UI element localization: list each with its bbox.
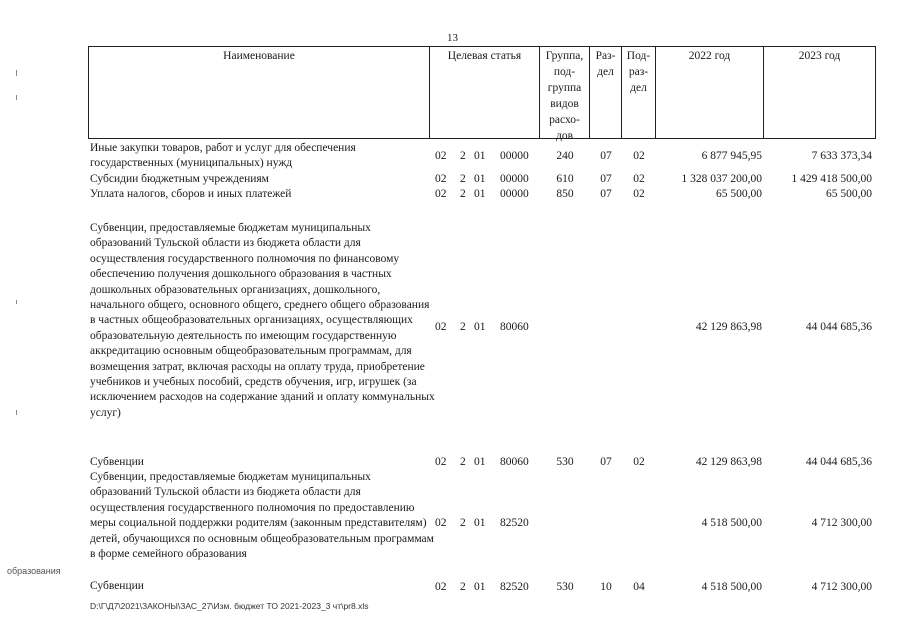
- row-amount-2023: 44 044 685,36: [805, 456, 872, 468]
- row-target-program: 02: [435, 188, 447, 200]
- row-subsection: 02: [633, 173, 645, 185]
- row-target-direction: 00000: [500, 173, 529, 185]
- row-target-event: 01: [474, 150, 486, 162]
- row-amount-2023: 65 500,00: [826, 188, 872, 200]
- header-subsection-line: Под-: [626, 50, 651, 62]
- row-section: 07: [600, 456, 612, 468]
- row-target-program: 02: [435, 173, 447, 185]
- row-target-event: 01: [474, 173, 486, 185]
- row-name: Иные закупки товаров, работ и услуг для обеспечения государственных (муниципальных) нужд: [90, 142, 356, 170]
- row-target-direction: 82520: [500, 581, 529, 593]
- row-subsection: 02: [633, 456, 645, 468]
- header-group-line: расхо-: [549, 114, 580, 126]
- row-target-program: 02: [435, 517, 447, 529]
- row-target-subprogram: 2: [460, 173, 466, 185]
- row-subsection: 02: [633, 150, 645, 162]
- header-subsection-line: дел: [630, 82, 647, 94]
- row-subsection: 04: [633, 581, 645, 593]
- row-amount-2022: 1 328 037 200,00: [681, 173, 762, 185]
- margin-mark: [16, 95, 17, 100]
- row-target-direction: 00000: [500, 188, 529, 200]
- row-amount-2023: 4 712 300,00: [811, 581, 872, 593]
- row-target-program: 02: [435, 581, 447, 593]
- header-section-line: дел: [597, 66, 614, 78]
- row-amount-2022: 65 500,00: [716, 188, 762, 200]
- header-name: [88, 46, 430, 139]
- row-subsection: 02: [633, 188, 645, 200]
- header-group-line: Группа,: [545, 50, 584, 62]
- row-name: Уплата налогов, сборов и иных платежей: [90, 188, 292, 200]
- margin-mark: [16, 70, 17, 76]
- header-subsection-line: раз-: [628, 66, 649, 78]
- row-target-direction: 00000: [500, 150, 529, 162]
- row-amount-2023: 4 712 300,00: [811, 517, 872, 529]
- header-name-label: Наименование: [223, 50, 295, 62]
- page-number: 13: [447, 32, 458, 44]
- row-target-event: 01: [474, 517, 486, 529]
- header-target: [430, 46, 540, 139]
- row-amount-2023: 7 633 373,34: [811, 150, 872, 162]
- row-section: 07: [600, 188, 612, 200]
- row-target-direction: 82520: [500, 517, 529, 529]
- row-target-subprogram: 2: [460, 456, 466, 468]
- margin-mark: [16, 300, 17, 304]
- row-name: Субвенции, предоставляемые бюджетам муниципальных образований Тульской области из бюджета области для осуществления государственного полномочия по финансовому обеспечению получения дошкольного образования в частных дошкольных образовательных организациях, дошкольного, начального общего, основного общего, среднего общего образования в частных общеобразовательных организациях, осуществляющих образовательную деятельность по имеющим государственную аккредитацию основным общеобразовательным программам, для возмещения затрат, включая расходы на оплату труда, приобретение учебников и учебных пособий, средств обучения, игр, игрушек (за исключением расходов на содержание зданий и оплату коммунальных услуг): [90, 222, 435, 419]
- margin-note: образования: [7, 566, 61, 576]
- row-amount-2022: 4 518 500,00: [701, 581, 762, 593]
- row-target-program: 02: [435, 150, 447, 162]
- row-name: Субвенции: [90, 456, 144, 468]
- row-target-program: 02: [435, 456, 447, 468]
- row-target-subprogram: 2: [460, 321, 466, 333]
- row-target-subprogram: 2: [460, 150, 466, 162]
- row-target-subprogram: 2: [460, 188, 466, 200]
- header-group-line: дов: [555, 130, 574, 142]
- header-group-line: группа: [547, 82, 582, 94]
- header-target-label: Целевая статья: [447, 50, 522, 62]
- row-group: 610: [556, 173, 574, 185]
- header-2023: [764, 46, 876, 139]
- header-group-line: под-: [553, 66, 576, 78]
- header-section: [590, 46, 622, 139]
- row-section: 10: [600, 581, 612, 593]
- file-path-footer: D:\Г\Д7\2021\ЗАКОНЫ\ЗАС_27\Изм. бюджет ТО 2021-2023_3 чт\pr8.xls: [90, 601, 369, 611]
- row-target-direction: 80060: [500, 456, 529, 468]
- header-2023-label: 2023 год: [798, 50, 841, 62]
- row-amount-2022: 6 877 945,95: [701, 150, 762, 162]
- row-group: 530: [556, 581, 574, 593]
- row-name: Субвенции: [90, 580, 144, 592]
- row-amount-2022: 42 129 863,98: [695, 321, 762, 333]
- header-group: [540, 46, 590, 142]
- row-amount-2022: 42 129 863,98: [695, 456, 762, 468]
- row-target-event: 01: [474, 188, 486, 200]
- row-group: 530: [556, 456, 574, 468]
- row-group: 240: [556, 150, 574, 162]
- row-name: Субвенции, предоставляемые бюджетам муниципальных образований Тульской области из бюджета области для осуществления государственного полномочия по предоставлению меры социальной поддержки родителям (законным представителям) детей, обучающихся по основным общеобразовательным программам в форме семейного образования: [90, 471, 434, 561]
- margin-mark: [16, 410, 17, 415]
- header-group-line: видов: [550, 98, 579, 110]
- header-2022: [656, 46, 764, 139]
- row-name: Субсидии бюджетным учреждениям: [90, 173, 269, 185]
- row-group: 850: [556, 188, 574, 200]
- row-amount-2022: 4 518 500,00: [701, 517, 762, 529]
- row-target-program: 02: [435, 321, 447, 333]
- row-target-subprogram: 2: [460, 517, 466, 529]
- row-target-event: 01: [474, 321, 486, 333]
- row-target-event: 01: [474, 581, 486, 593]
- row-section: 07: [600, 173, 612, 185]
- header-section-line: Раз-: [595, 50, 616, 62]
- row-target-direction: 80060: [500, 321, 529, 333]
- row-target-event: 01: [474, 456, 486, 468]
- row-section: 07: [600, 150, 612, 162]
- header-subsection: [622, 46, 656, 139]
- header-2022-label: 2022 год: [688, 50, 731, 62]
- row-amount-2023: 44 044 685,36: [805, 321, 872, 333]
- row-target-subprogram: 2: [460, 581, 466, 593]
- row-amount-2023: 1 429 418 500,00: [791, 173, 872, 185]
